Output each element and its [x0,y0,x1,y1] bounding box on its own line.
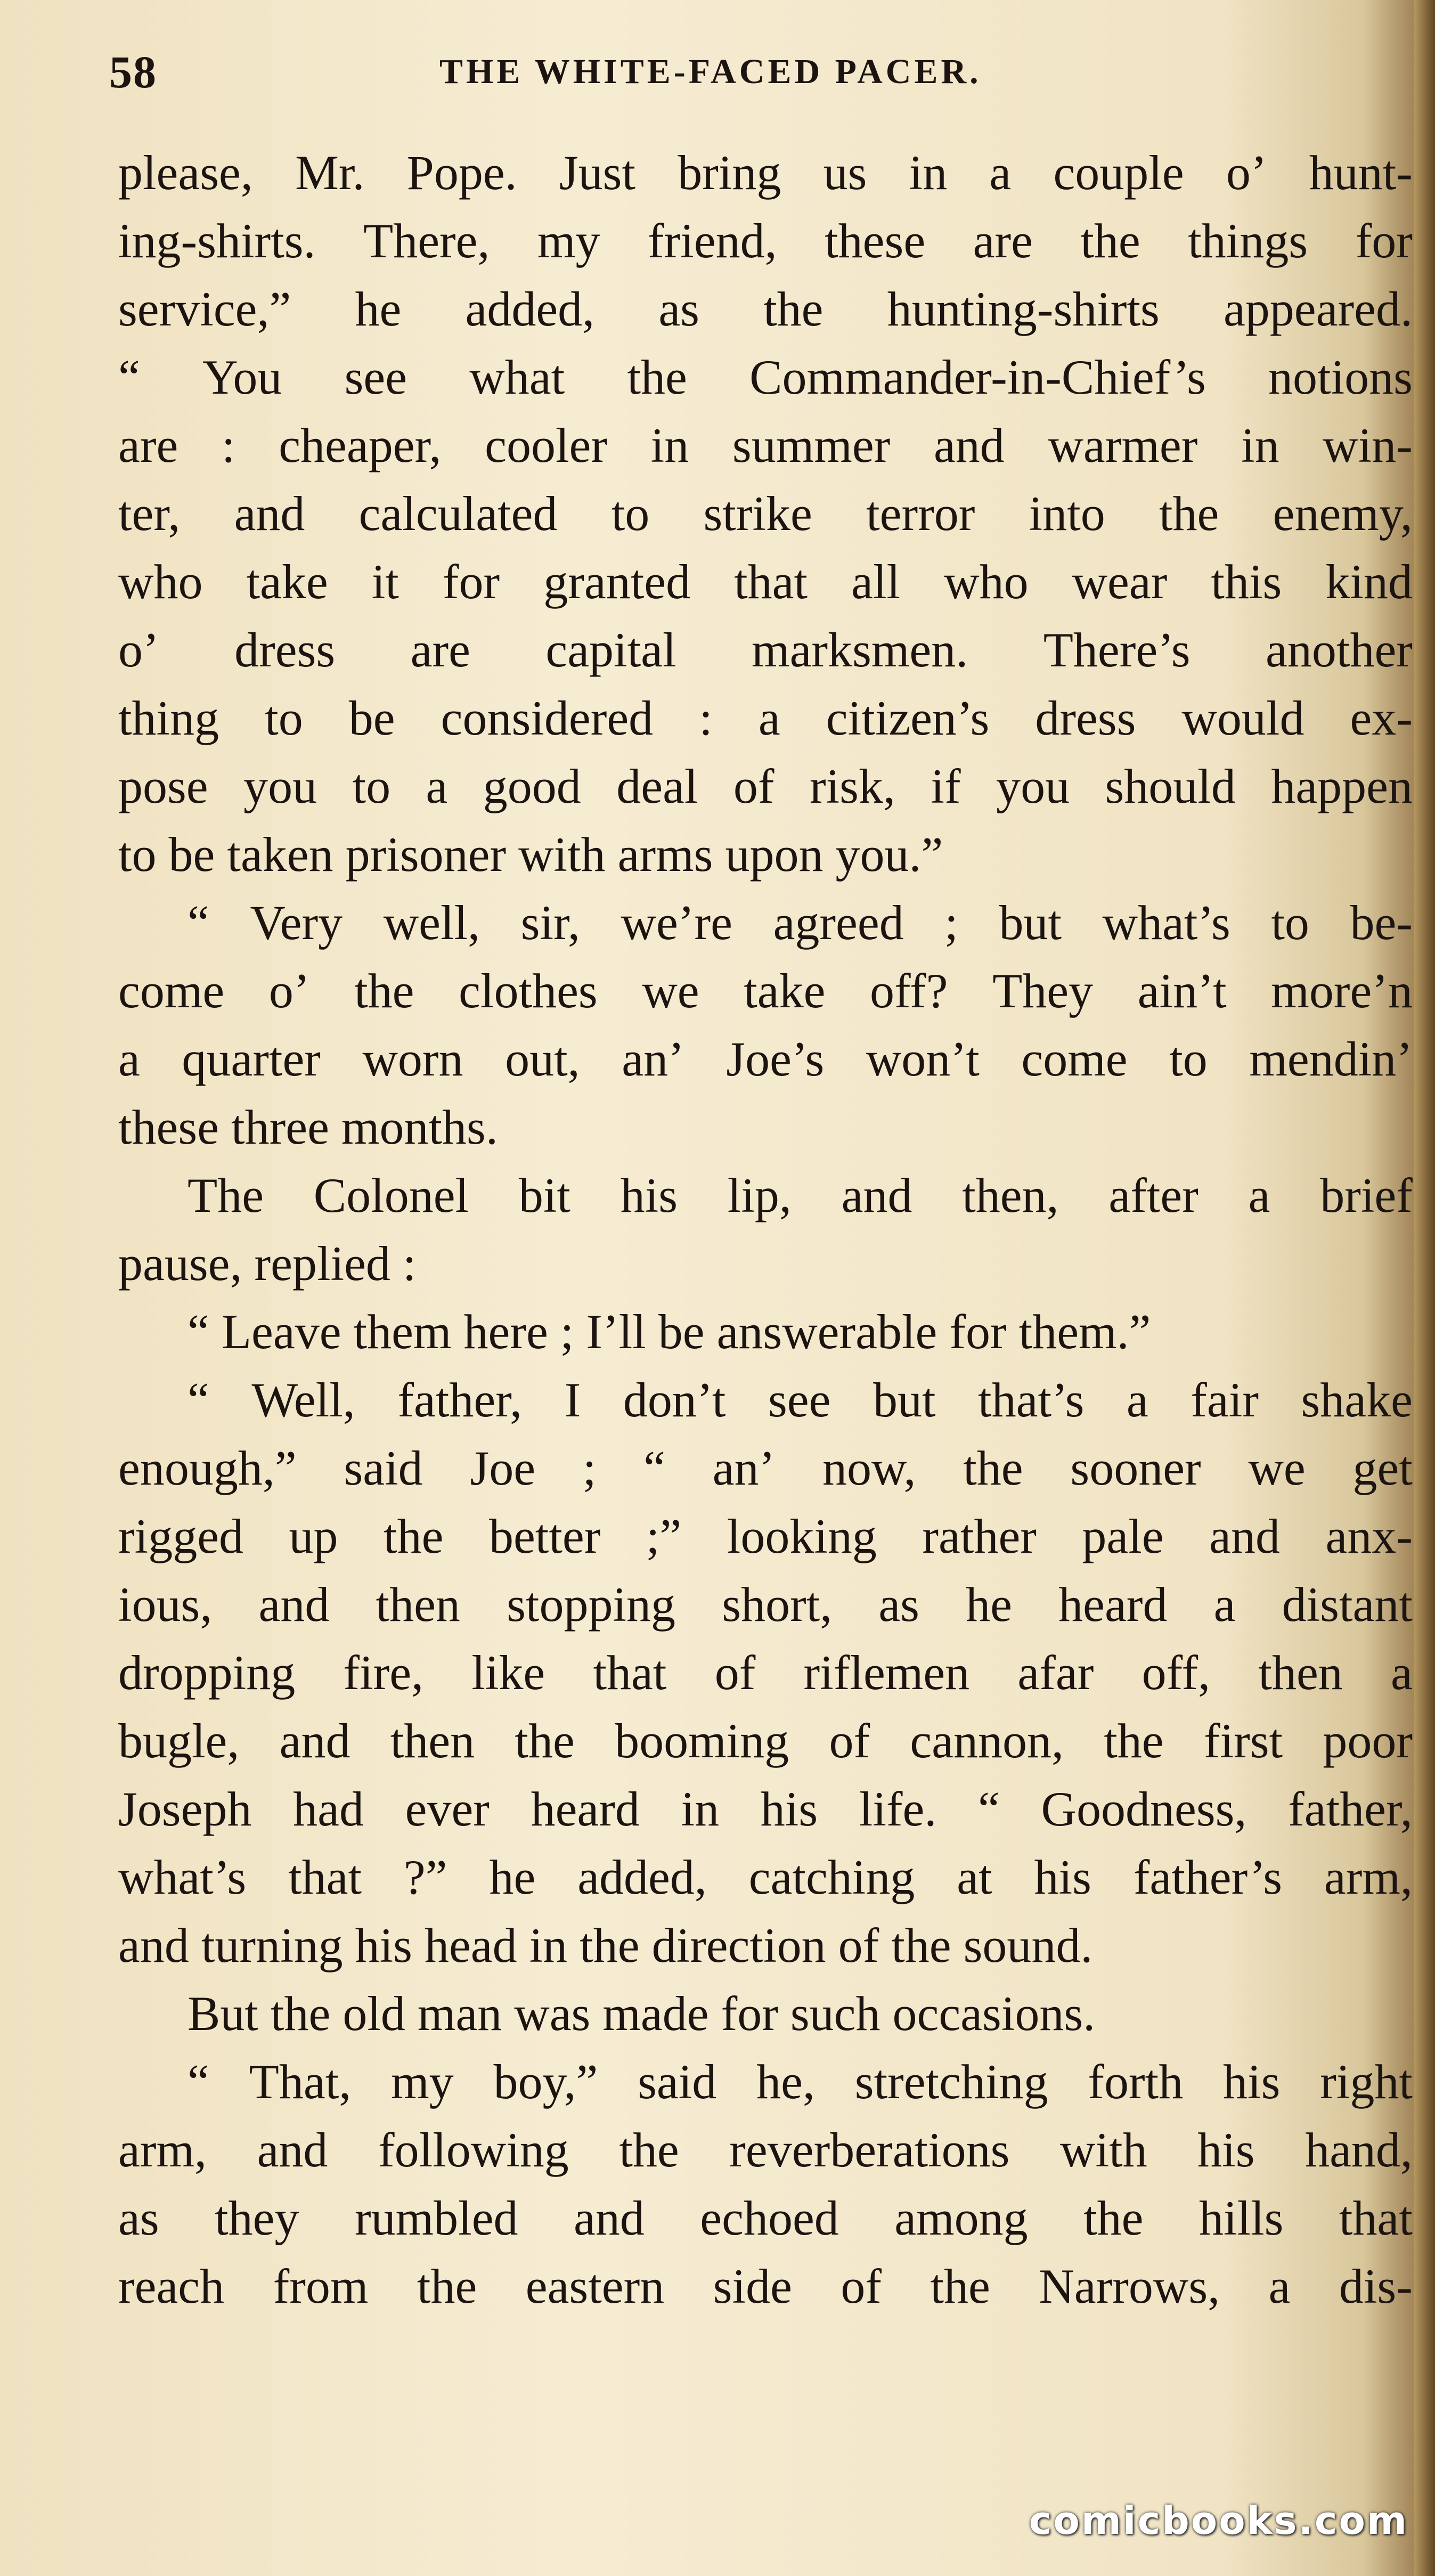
word: arm, [118,2123,207,2177]
text-line [118,2184,1413,2252]
word: for [442,555,500,609]
word: the [1080,214,1140,268]
word: all [851,555,901,609]
word: cannon, [910,1714,1064,1768]
word: The [187,1168,264,1222]
body-text [118,138,1413,2320]
word: and [841,1168,912,1222]
word: Pope. [406,145,517,200]
text-line [118,479,1413,548]
word: more’n [1271,964,1413,1018]
word: his [1223,2055,1281,2109]
word: bugle, [118,1714,240,1768]
word: and [257,2123,328,2177]
text-line [118,1707,1413,1775]
text-line [118,411,1413,479]
word: the [417,2259,477,2313]
word: I [564,1373,581,1427]
text-line [118,1775,1413,1843]
word: said [344,1441,423,1495]
word: that [593,1645,667,1700]
word: my [391,2055,454,2109]
word: cheaper, [279,418,442,472]
word: stopping [507,1577,676,1632]
word: Well, [251,1373,355,1427]
word: notions [1268,350,1413,404]
word: brief [1320,1168,1413,1222]
word: first [1203,1714,1283,1768]
word: dis- [1339,2259,1413,2313]
word: father’s [1133,1850,1283,1904]
word: don’t [623,1373,726,1427]
word: quarter [182,1032,321,1086]
word: we’re [621,895,732,950]
word: eastern [525,2259,665,2313]
word: forth [1088,2055,1184,2109]
text-line [118,1843,1413,1911]
text-line [118,684,1413,752]
word: heard [1058,1577,1168,1632]
word: to [1271,895,1309,950]
word: be [348,691,395,745]
word: “ [118,350,140,404]
word: but [873,1373,936,1427]
word: of [714,1645,756,1700]
word: would [1181,691,1304,745]
word: into [1029,486,1105,541]
word: right [1320,2055,1413,2109]
word: what’s [1102,895,1230,950]
text-line: these three months. [118,1100,498,1154]
word: take [744,964,826,1018]
word: friend, [648,214,777,268]
word: a [758,691,780,745]
word: summer [732,418,891,472]
word: citizen’s [826,691,990,745]
word: afar [1017,1645,1094,1700]
word: who [944,555,1029,609]
word: o’ [1226,145,1267,200]
word: rigged [118,1509,244,1563]
word: us [823,145,867,200]
word: among [894,2191,1028,2245]
word: come [1021,1032,1128,1086]
word: win- [1323,418,1413,472]
text-line [118,1025,1413,1093]
word: you [243,759,317,813]
word: who [118,555,203,609]
word: agreed [773,895,904,950]
word: “ [978,1782,1000,1836]
word: ex- [1350,691,1413,745]
word: arm, [1324,1850,1413,1904]
word: of [829,1714,870,1768]
word: looking [727,1509,877,1563]
word: as [118,2191,159,2245]
word: couple [1053,145,1184,200]
word: another [1266,623,1413,677]
word: marksmen. [752,623,968,677]
word: You [202,350,282,404]
word: his [1034,1850,1091,1904]
word: as [878,1577,919,1632]
text-line [118,343,1413,411]
word: shake [1301,1373,1413,1427]
word: that [1339,2191,1413,2245]
word: mendin’ [1249,1032,1413,1086]
word: they [215,2191,299,2245]
word: he [355,282,402,336]
word: to [352,759,391,813]
word: That, [249,2055,352,2109]
word: rather [922,1509,1037,1563]
word: reach [118,2259,225,2313]
word: bit [518,1168,570,1222]
word: and [1209,1509,1280,1563]
word: rumbled [354,2191,518,2245]
word: what [469,350,565,404]
word: wear [1072,555,1168,609]
word: fire, [343,1645,424,1700]
word: ; [582,1441,597,1495]
word: come [118,964,225,1018]
word: that [288,1850,362,1904]
word: There, [363,214,490,268]
word: and [574,2191,645,2245]
text-line [118,752,1413,820]
word: Goodness, [1041,1782,1247,1836]
watermark: comicbooks.com [1029,2498,1408,2543]
word: an’ [712,1441,776,1495]
word: kind [1325,555,1413,609]
word: a [118,1032,140,1086]
text-line [118,616,1413,684]
word: be- [1350,895,1413,950]
word: added, [577,1850,707,1904]
word: granted [543,555,691,609]
word: and [258,1577,330,1632]
word: Joe [470,1441,536,1495]
word: up [289,1509,338,1563]
word: “ [187,895,209,950]
word: ; [944,895,958,950]
word: and [234,486,305,541]
word: off? [870,964,948,1018]
word: sooner [1070,1441,1201,1495]
word: following [378,2123,569,2177]
word: should [1105,759,1236,813]
word: stretching [854,2055,1048,2109]
text-line [118,138,1413,207]
text-line [118,1570,1413,1638]
word: an’ [622,1032,684,1086]
text-line [118,2116,1413,2184]
word: ain’t [1137,964,1227,1018]
word: father, [397,1373,523,1427]
word: deal [616,759,698,813]
word: dress [234,623,336,677]
word: but [999,895,1062,950]
word: lip, [727,1168,792,1222]
word: this [1211,555,1282,609]
word: father, [1288,1782,1413,1836]
word: fair [1191,1373,1259,1427]
word: said [638,2055,717,2109]
word: his [1197,2123,1255,2177]
word: he [489,1850,536,1904]
word: had [293,1782,364,1836]
text-line [118,1366,1413,1434]
text-line [118,275,1413,343]
word: Mr. [295,145,365,200]
word: ever [405,1782,490,1836]
word: and [933,418,1005,472]
word: these [825,214,926,268]
word: : [699,691,713,745]
word: hunting-shirts [887,282,1160,336]
word: capital [545,623,676,677]
word: the [627,350,687,404]
text-line: and turning his head in the direction of the sound. [118,1918,1093,1972]
word: o’ [268,964,310,1018]
word: in [1241,418,1279,472]
word: riflemen [803,1645,970,1700]
word: dropping [118,1645,296,1700]
word: a [989,145,1012,200]
word: risk, [809,759,895,813]
word: see [344,350,407,404]
word: anx- [1325,1509,1413,1563]
word: of [841,2259,882,2313]
word: ;” [646,1509,682,1563]
word: echoed [700,2191,839,2245]
text-line: But the old man was made for such occasions. [187,1986,1096,2041]
text-line [118,888,1413,957]
word: strike [703,486,812,541]
word: Narrows, [1039,2259,1220,2313]
word: Commander-in-Chief’s [749,350,1206,404]
word: warmer [1048,418,1198,472]
word: we [642,964,699,1018]
word: see [768,1373,831,1427]
word: you [996,759,1070,813]
word: calculated [358,486,558,541]
word: after [1108,1168,1198,1222]
word: hand, [1305,2123,1413,2177]
word: the [1159,486,1219,541]
word: the [515,1714,575,1768]
word: enough,” [118,1441,297,1495]
word: are [410,623,470,677]
word: the [1104,1714,1164,1768]
word: a [1126,1373,1148,1427]
word: considered [441,691,654,745]
word: the [763,282,824,336]
word: distant [1282,1577,1413,1632]
word: dress [1035,691,1136,745]
word: then [390,1714,475,1768]
word: of [733,759,774,813]
word: service,” [118,282,291,336]
word: in [681,1782,720,1836]
word: appeared. [1223,282,1413,336]
word: he [966,1577,1012,1632]
word: please, [118,145,253,200]
word: things [1188,214,1308,268]
word: boy,” [493,2055,598,2109]
word: now, [822,1441,916,1495]
word: “ [187,1373,209,1427]
word: : [221,418,235,472]
text-line [118,957,1413,1025]
word: Very [250,895,343,950]
word: well, [383,895,480,950]
word: the [1083,2191,1144,2245]
word: the [930,2259,990,2313]
word: out, [505,1032,580,1086]
word: reverberations [729,2123,1010,2177]
page-number: 58 [109,46,157,97]
word: hills [1198,2191,1284,2245]
word: a [426,759,448,813]
word: o’ [118,623,159,677]
word: take [246,555,328,609]
word: bring [678,145,781,200]
word: cooler [485,418,608,472]
word: short, [722,1577,833,1632]
word: catching [748,1850,915,1904]
word: a [1268,2259,1291,2313]
text-line: “ Leave them here ; I’ll be answerable for them.” [187,1305,1151,1359]
word: in [909,145,948,200]
word: “ [643,1441,665,1495]
text-line [118,1434,1413,1502]
word: terror [866,486,975,541]
word: added, [465,282,595,336]
word: in [650,418,689,472]
word: the [384,1509,444,1563]
text-line [118,1502,1413,1570]
word: and [279,1714,350,1768]
word: to [611,486,650,541]
word: better [488,1509,601,1563]
word: if [931,759,961,813]
word: Just [559,145,636,200]
word: happen [1271,759,1413,813]
word: the [963,1441,1023,1495]
word: They [992,964,1094,1018]
word: the [619,2123,679,2177]
word: are [973,214,1033,268]
word: side [713,2259,792,2313]
word: pale [1082,1509,1164,1563]
word: then [376,1577,460,1632]
word: clothes [459,964,598,1018]
word: from [273,2259,369,2313]
word: sir, [520,895,581,950]
text-line [118,2252,1413,2320]
word: to [265,691,303,745]
word: won’t [866,1032,980,1086]
word: There’s [1043,623,1191,677]
word: pose [118,759,208,813]
text-line [118,548,1413,616]
word: ious, [118,1577,213,1632]
word: a [1248,1168,1270,1222]
word: what’s [118,1850,247,1904]
text-line [118,1638,1413,1707]
running-title: THE WHITE-FACED PACER. [439,52,982,91]
word: a [1213,1577,1236,1632]
word: that [734,555,808,609]
book-spine-edge [1414,0,1435,2576]
word: hunt- [1309,145,1413,200]
word: Colonel [313,1168,469,1222]
word: get [1352,1441,1413,1495]
word: Joseph [118,1782,252,1836]
page-header [109,45,1404,109]
word: life. [859,1782,937,1836]
word: like [471,1645,545,1700]
word: then [1258,1645,1343,1700]
word: to [1169,1032,1208,1086]
word: at [957,1850,992,1904]
word: booming [615,1714,789,1768]
text-line: pause, replied : [118,1236,417,1291]
word: “ [187,2055,209,2109]
text-line [118,1161,1413,1229]
word: that’s [978,1373,1085,1427]
word: as [658,282,699,336]
text-line [118,2048,1413,2116]
text-line: to be taken prisoner with arms upon you.” [118,827,943,882]
word: his [620,1168,678,1222]
word: ter, [118,486,181,541]
word: we [1248,1441,1306,1495]
word: the [354,964,414,1018]
word: poor [1323,1714,1413,1768]
word: for [1355,214,1413,268]
word: Joe’s [726,1032,825,1086]
word: good [483,759,581,813]
word: his [760,1782,818,1836]
word: enemy, [1273,486,1413,541]
word: thing [118,691,219,745]
word: ?” [403,1850,447,1904]
word: he, [756,2055,815,2109]
word: it [371,555,399,609]
word: heard [531,1782,640,1836]
word: off, [1142,1645,1211,1700]
word: worn [362,1032,463,1086]
word: with [1060,2123,1147,2177]
text-line [118,207,1413,275]
word: then, [962,1168,1059,1222]
word: my [537,214,600,268]
word: a [1391,1645,1413,1700]
word: are [118,418,178,472]
word: ing-shirts. [118,214,316,268]
